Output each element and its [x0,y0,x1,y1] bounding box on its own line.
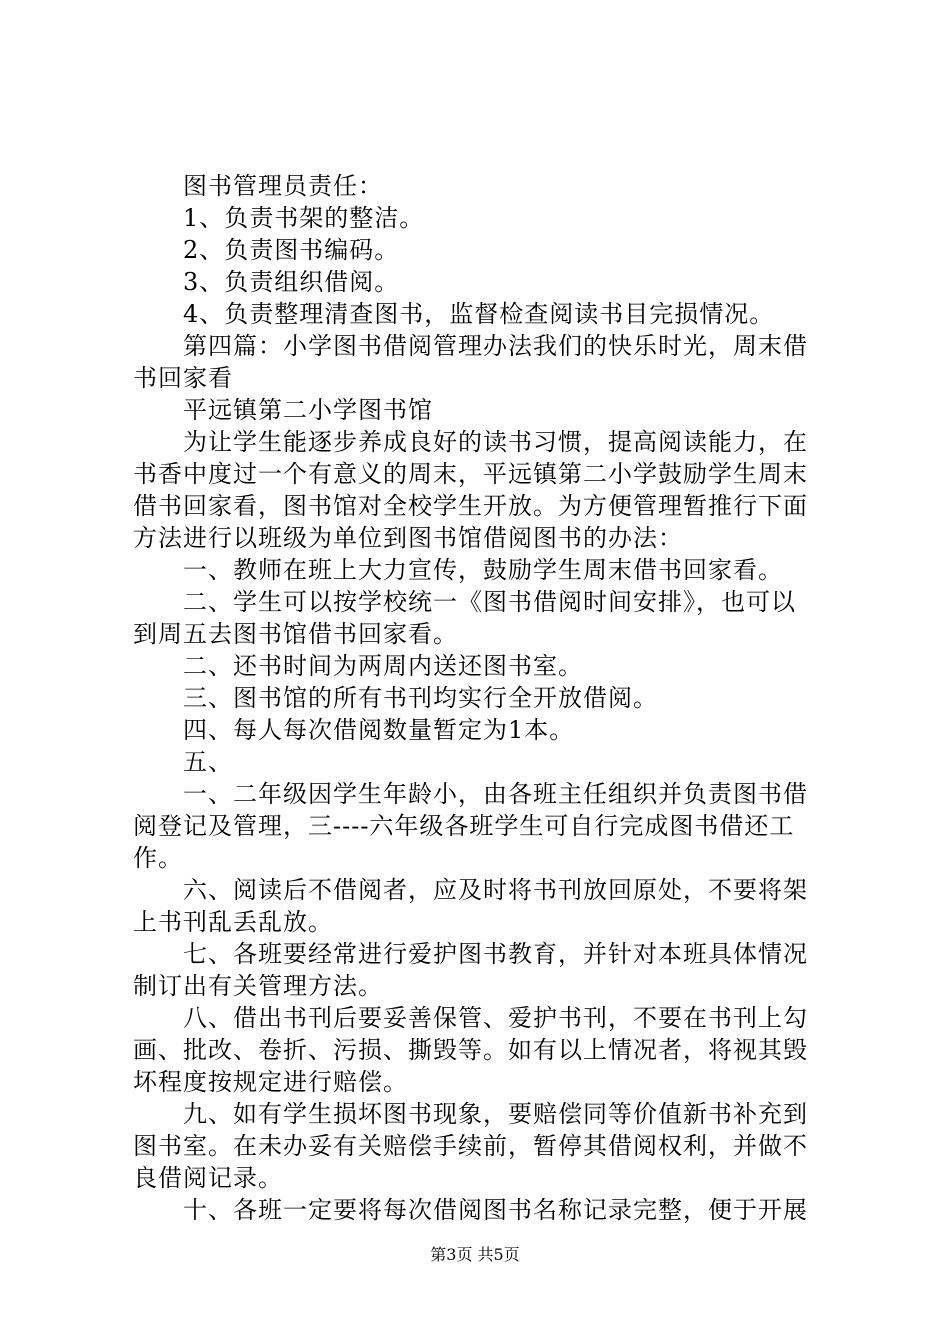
text-line: 2、负责图书编码。 [183,236,400,264]
text-line: 六、阅读后不借阅者，应及时将书刊放回原处，不要将架 [183,876,808,904]
text-line: 五、 [183,748,233,776]
text-line: 二、学生可以按学校统一《图书借阅时间安排》，也可以 [183,588,796,616]
text-line: 书回家看 [133,364,233,392]
text-line: 阅登记及管理，三----六年级各班学生可自行完成图书借还工 [133,812,795,840]
text-line: 坏程度按规定进行赔偿。 [133,1068,408,1096]
text-line: 3、负责组织借阅。 [183,268,400,296]
text-line: 一、二年级因学生年龄小，由各班主任组织并负责图书借 [183,780,808,808]
text-line: 四、每人每次借阅数量暂定为1本。 [183,716,575,744]
text-line: 图书室。在未办妥有关赔偿手续前，暂停其借阅权利，并做不 [133,1132,808,1160]
text-line: 书香中度过一个有意义的周末，平远镇第二小学鼓励学生周末 [133,460,808,488]
text-line: 平远镇第二小学图书馆 [183,396,433,424]
text-line: 九、如有学生损坏图书现象，要赔偿同等价值新书补充到 [183,1100,808,1128]
text-line: 方法进行以班级为单位到图书馆借阅图书的办法： [133,524,683,552]
text-line: 1、负责书架的整洁。 [183,204,425,232]
text-line: 上书刊乱丢乱放。 [133,908,333,936]
text-line: 三、图书馆的所有书刊均实行全开放借阅。 [183,684,658,712]
text-line: 良借阅记录。 [133,1164,283,1192]
text-line: 4、负责整理清查图书，监督检查阅读书目完损情况。 [183,300,775,328]
text-line: 画、批改、卷折、污损、撕毁等。如有以上情况者，将视其毁 [133,1036,808,1064]
text-line: 十、各班一定要将每次借阅图书名称记录完整，便于开展 [183,1196,808,1224]
text-line: 借书回家看，图书馆对全校学生开放。为方便管理暂推行下面 [133,492,808,520]
text-line: 制订出有关管理方法。 [133,972,383,1000]
text-line: 为让学生能逐步养成良好的读书习惯，提高阅读能力，在 [183,428,808,456]
text-line: 到周五去图书馆借书回家看。 [133,620,458,648]
text-line: 作。 [133,844,183,872]
text-line: 二、还书时间为两周内送还图书室。 [183,652,583,680]
text-line: 八、借出书刊后要妥善保管、爱护书刊，不要在书刊上勾 [183,1004,808,1032]
document-body [133,170,833,1226]
text-line: 图书管理员责任： [183,172,383,200]
text-line: 七、各班要经常进行爱护图书教育，并针对本班具体情况 [183,940,808,968]
text-line: 一、教师在班上大力宣传，鼓励学生周末借书回家看。 [183,556,783,584]
text-line: 第四篇：小学图书借阅管理办法我们的快乐时光，周末借 [183,332,808,360]
page-footer: 第3页 共5页 [430,1245,520,1264]
